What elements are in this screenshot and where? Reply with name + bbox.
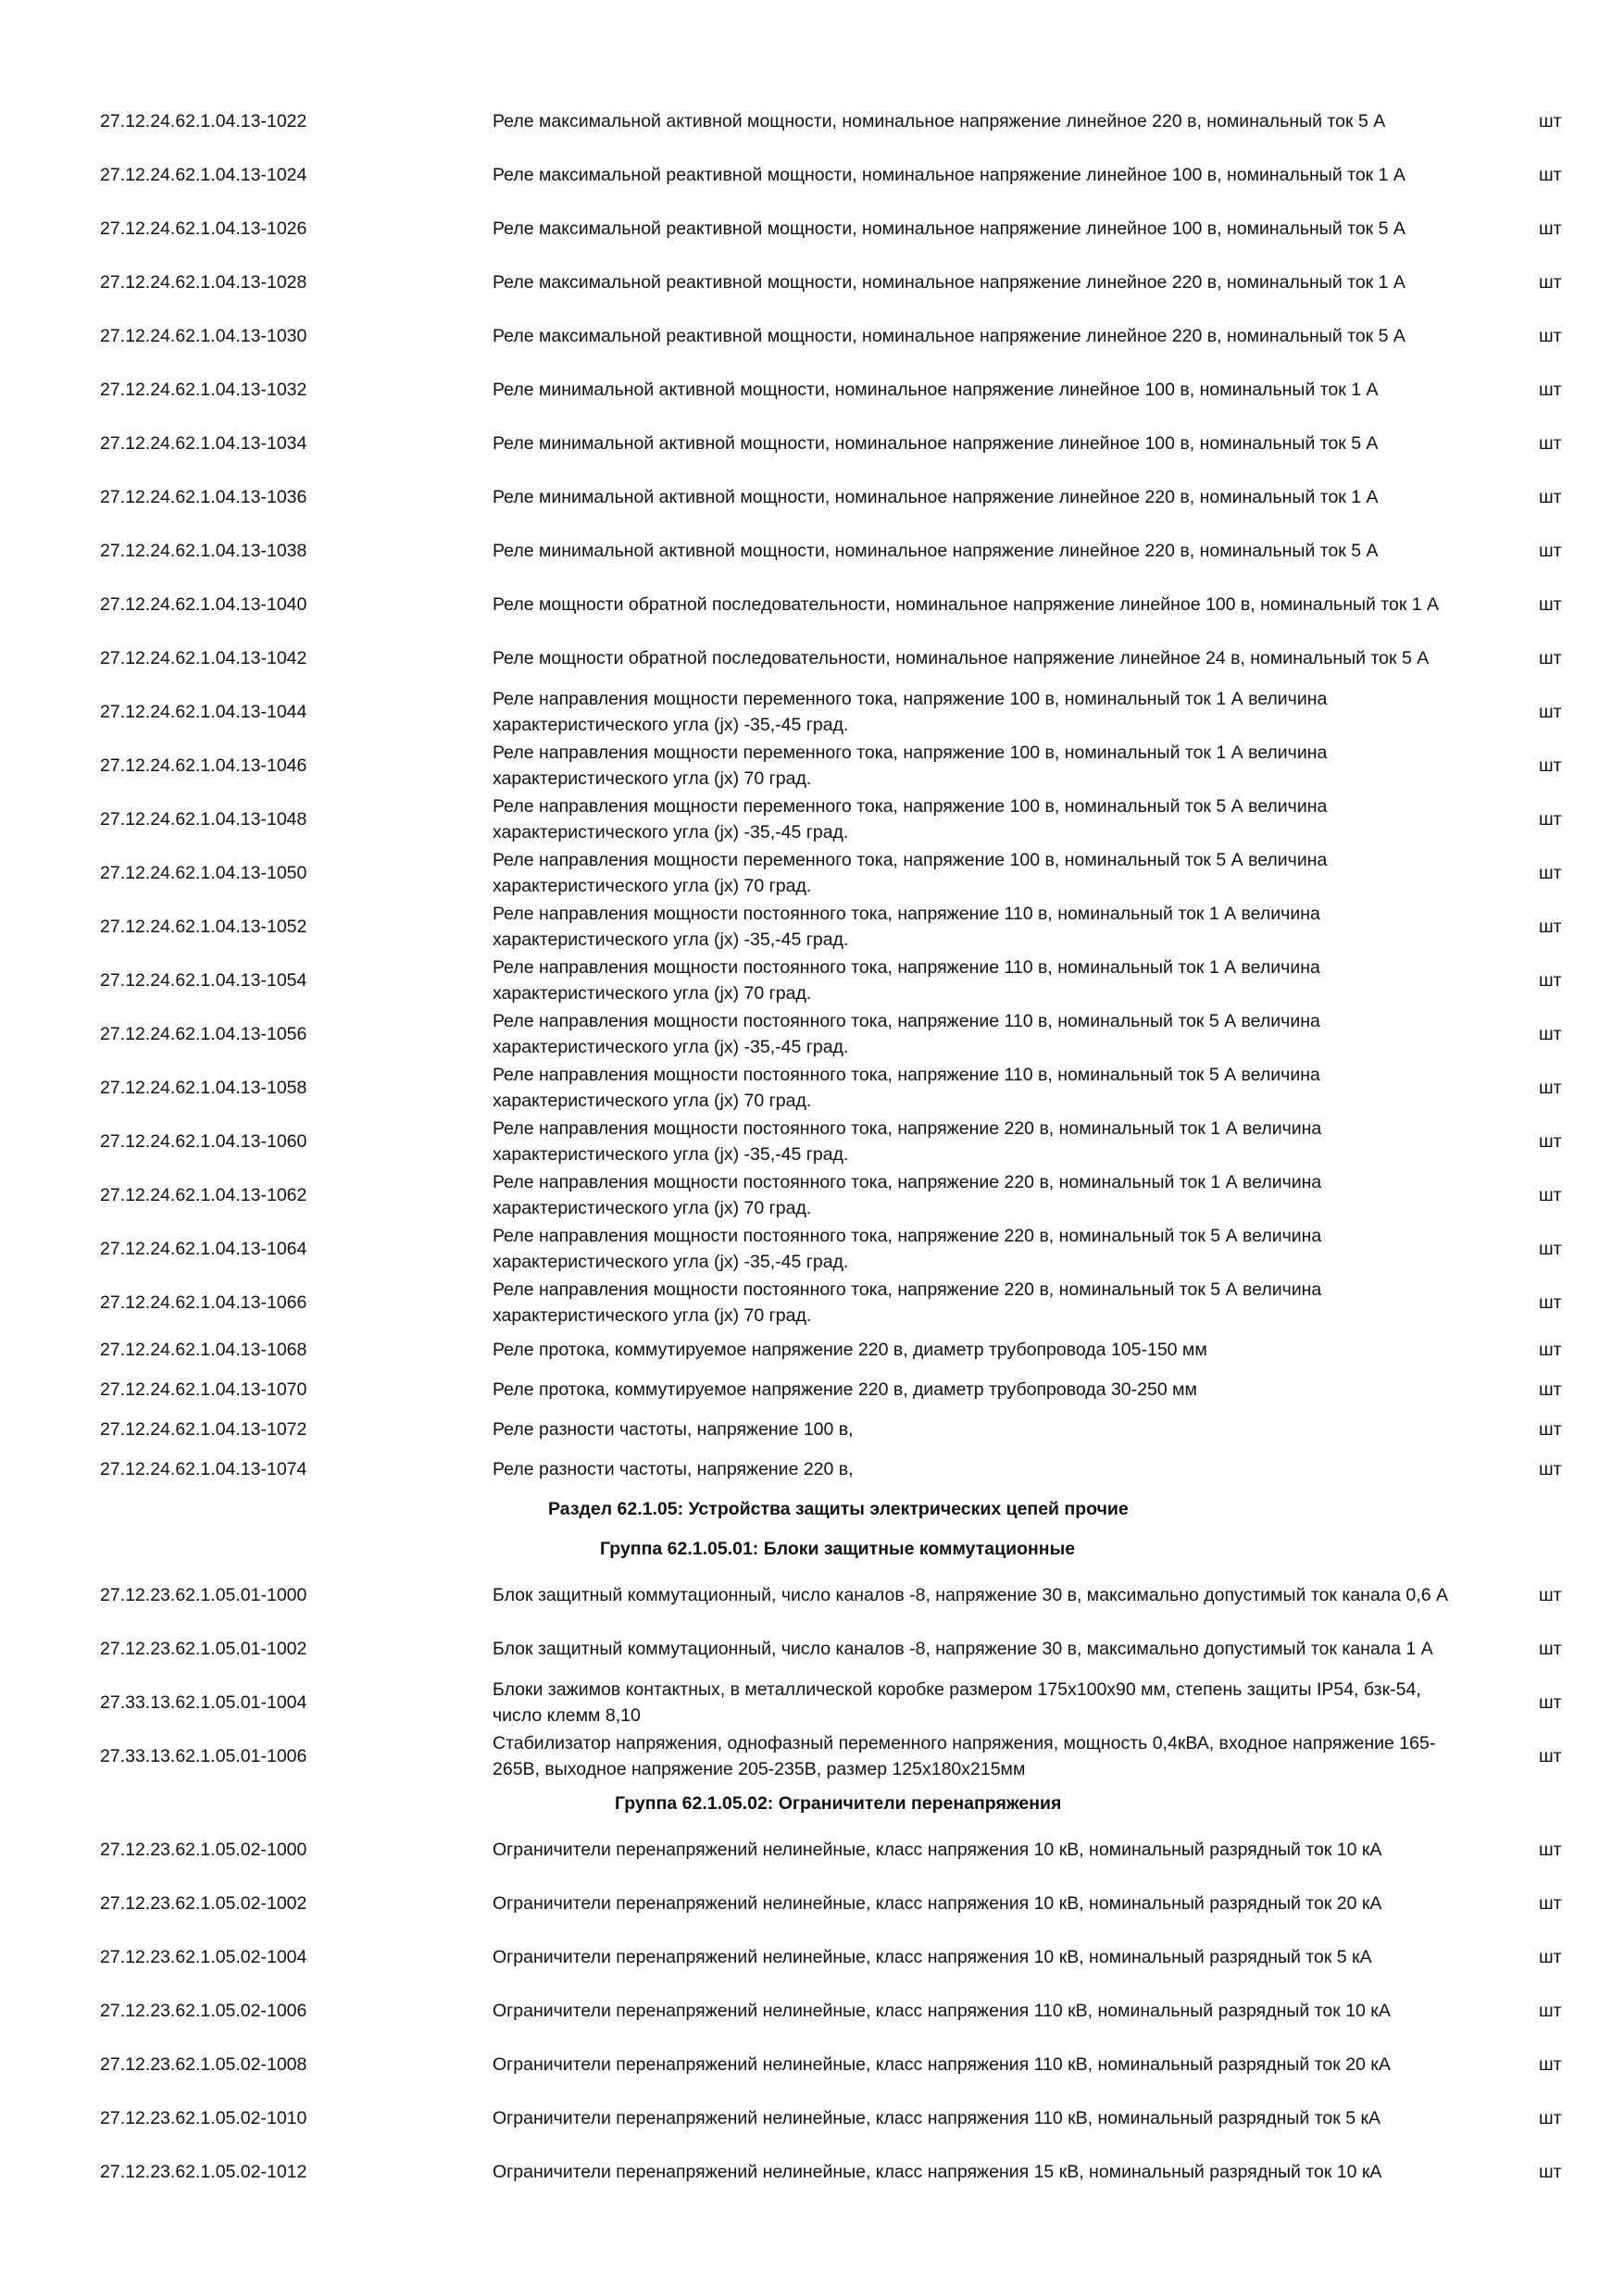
resource-code: 27.12.24.62.1.04.13-1068 — [100, 1339, 307, 1360]
unit-of-measure: шт — [1539, 1185, 1562, 1205]
table-row — [0, 2145, 1624, 2199]
unit-of-measure: шт — [1539, 1078, 1562, 1098]
table-row — [0, 1676, 1624, 1729]
unit-of-measure: шт — [1539, 1639, 1562, 1659]
table-row — [0, 2091, 1624, 2145]
table-row — [0, 1729, 1624, 1783]
table-row — [0, 256, 1624, 309]
unit-of-measure: шт — [1539, 1339, 1562, 1360]
table-row — [0, 1061, 1624, 1115]
unit-of-measure: шт — [1539, 1379, 1562, 1400]
resource-description: Ограничители перенапряжений нелинейные, класс напряжения 15 кВ, номинальный разрядный ток 10 кА — [493, 2162, 1382, 2182]
table-row — [0, 739, 1624, 792]
unit-of-measure: шт — [1539, 1458, 1562, 1479]
unit-of-measure: шт — [1539, 863, 1562, 883]
resource-description: Реле максимальной активной мощности, номинальное напряжение линейное 220 в, номинальный ток 5 А — [493, 111, 1386, 131]
unit-of-measure: шт — [1539, 2054, 1562, 2075]
unit-of-measure: шт — [1539, 1292, 1562, 1313]
table-row — [0, 1568, 1624, 1622]
unit-of-measure: шт — [1539, 380, 1562, 400]
resource-code: 27.33.13.62.1.05.01-1006 — [100, 1746, 307, 1766]
resource-description: Реле минимальной активной мощности, номинальное напряжение линейное 100 в, номинальный ток 5 А — [493, 433, 1379, 454]
unit-of-measure: шт — [1539, 2001, 1562, 2021]
resource-description: Стабилизатор напряжения, однофазный переменного напряжения, мощность 0,4кВА, входное напряжение 165-265В, выходное напряжение 205-235В, размер 125х180х215мм — [493, 1733, 1436, 1779]
unit-of-measure: шт — [1539, 433, 1562, 454]
unit-of-measure: шт — [1539, 1131, 1562, 1152]
resource-code: 27.12.24.62.1.04.13-1058 — [100, 1078, 307, 1098]
resource-code: 27.12.24.62.1.04.13-1054 — [100, 970, 307, 991]
table-row — [0, 1369, 1624, 1409]
unit-of-measure: шт — [1539, 809, 1562, 830]
resource-description: Реле максимальной реактивной мощности, номинальное напряжение линейное 220 в, номинальный ток 5 А — [493, 326, 1405, 346]
table-row — [0, 1276, 1624, 1329]
table-row — [0, 1222, 1624, 1276]
relay-rows-block — [0, 94, 1624, 1329]
resource-code: 27.12.24.62.1.04.13-1074 — [100, 1458, 307, 1479]
resource-code: 27.12.24.62.1.04.13-1042 — [100, 648, 307, 668]
table-row — [0, 846, 1624, 900]
table-row — [0, 1984, 1624, 2038]
table-row — [0, 1007, 1624, 1061]
resource-code: 27.12.23.62.1.05.01-1000 — [100, 1585, 307, 1605]
table-row — [0, 470, 1624, 524]
resource-description: Реле протока, коммутируемое напряжение 220 в, диаметр трубопровода 105-150 мм — [493, 1339, 1207, 1360]
resource-description: Блок защитный коммутационный, число каналов -8, напряжение 30 в, максимально допустимый ток канала 0,6 А — [493, 1585, 1448, 1605]
resource-description: Реле разности частоты, напряжение 220 в, — [493, 1458, 854, 1479]
unit-of-measure: шт — [1539, 326, 1562, 346]
resource-description: Реле максимальной реактивной мощности, номинальное напряжение линейное 220 в, номинальный ток 1 А — [493, 272, 1405, 293]
table-row — [0, 309, 1624, 363]
resource-code: 27.12.24.62.1.04.13-1072 — [100, 1418, 307, 1440]
table-row — [0, 578, 1624, 631]
table-row — [0, 94, 1624, 148]
resource-description: Реле мощности обратной последовательности, номинальное напряжение линейное 24 в, номинальный ток 5 А — [493, 648, 1430, 668]
group-rows-block — [0, 1568, 1624, 1783]
resource-description: Реле направления мощности постоянного тока, напряжение 220 в, номинальный ток 1 А величина характеристического угла (jx) -35,-45 град. — [493, 1118, 1322, 1165]
table-row — [0, 2038, 1624, 2091]
unit-of-measure: шт — [1539, 1840, 1562, 1860]
resource-code: 27.12.23.62.1.05.02-1002 — [100, 1893, 307, 1914]
resource-code: 27.12.23.62.1.05.02-1006 — [100, 2001, 307, 2021]
table-row — [0, 900, 1624, 954]
resource-description: Реле минимальной активной мощности, номинальное напряжение линейное 220 в, номинальный ток 1 А — [493, 487, 1379, 507]
resource-code: 27.12.24.62.1.04.13-1032 — [100, 380, 307, 400]
resource-code: 27.12.23.62.1.05.01-1002 — [100, 1639, 307, 1659]
resource-code: 27.12.24.62.1.04.13-1056 — [100, 1024, 307, 1044]
resource-description: Реле минимальной активной мощности, номинальное напряжение линейное 220 в, номинальный ток 5 А — [493, 541, 1379, 561]
table-row — [0, 685, 1624, 739]
table-row — [0, 792, 1624, 846]
resource-code: 27.12.24.62.1.04.13-1070 — [100, 1379, 307, 1400]
group-title: Группа 62.1.05.02: Ограничители перенапряжения — [615, 1792, 1062, 1814]
resource-code: 27.12.24.62.1.04.13-1044 — [100, 702, 307, 722]
unit-of-measure: шт — [1539, 2108, 1562, 2128]
resource-code: 27.12.24.62.1.04.13-1026 — [100, 218, 307, 239]
resource-description: Реле протока, коммутируемое напряжение 220 в, диаметр трубопровода 30-250 мм — [493, 1379, 1197, 1400]
unit-of-measure: шт — [1539, 2162, 1562, 2182]
relay-rows-block-short — [0, 1329, 1624, 1489]
resource-code: 27.12.23.62.1.05.02-1000 — [100, 1840, 307, 1860]
resource-description: Реле направления мощности постоянного тока, напряжение 110 в, номинальный ток 5 А величина характеристического угла (jx) 70 град. — [493, 1065, 1320, 1111]
price-table — [0, 94, 1624, 2199]
resource-description: Блоки зажимов контактных, в металлической коробке размером 175х100х90 мм, степень защиты IP54, бзк-54, число клемм 8,10 — [493, 1679, 1421, 1726]
section-heading — [0, 1489, 1624, 1529]
unit-of-measure: шт — [1539, 165, 1562, 185]
unit-of-measure: шт — [1539, 917, 1562, 937]
resource-code: 27.12.24.62.1.04.13-1050 — [100, 863, 307, 883]
unit-of-measure: шт — [1539, 970, 1562, 991]
unit-of-measure: шт — [1539, 1585, 1562, 1605]
resource-code: 27.33.13.62.1.05.01-1004 — [100, 1692, 307, 1713]
resource-code: 27.12.24.62.1.04.13-1034 — [100, 433, 307, 454]
table-row — [0, 1877, 1624, 1930]
resource-code: 27.12.24.62.1.04.13-1046 — [100, 755, 307, 776]
unit-of-measure: шт — [1539, 1746, 1562, 1766]
resource-code: 27.12.24.62.1.04.13-1038 — [100, 541, 307, 561]
group-rows-block — [0, 1823, 1624, 2199]
group-heading — [0, 1783, 1624, 1823]
unit-of-measure: шт — [1539, 1893, 1562, 1914]
resource-description: Реле направления мощности переменного тока, напряжение 100 в, номинальный ток 1 А величина характеристического угла (jx) 70 град. — [493, 742, 1328, 789]
table-row — [0, 202, 1624, 256]
resource-description: Блок защитный коммутационный, число каналов -8, напряжение 30 в, максимально допустимый ток канала 1 А — [493, 1639, 1433, 1659]
table-row — [0, 1823, 1624, 1877]
table-row — [0, 363, 1624, 417]
resource-description: Реле направления мощности переменного тока, напряжение 100 в, номинальный ток 1 А величина характеристического угла (jx) -35,-45 град. — [493, 689, 1328, 735]
table-row — [0, 1409, 1624, 1449]
resource-description: Реле направления мощности постоянного тока, напряжение 110 в, номинальный ток 1 А величина характеристического угла (jx) 70 град. — [493, 957, 1320, 1004]
resource-description: Реле разности частоты, напряжение 100 в, — [493, 1418, 854, 1440]
resource-code: 27.12.24.62.1.04.13-1064 — [100, 1239, 307, 1259]
unit-of-measure: шт — [1539, 755, 1562, 776]
resource-code: 27.12.24.62.1.04.13-1022 — [100, 111, 307, 131]
resource-description: Реле направления мощности постоянного тока, напряжение 220 в, номинальный ток 5 А величина характеристического угла (jx) 70 град. — [493, 1279, 1322, 1326]
resource-description: Реле минимальной активной мощности, номинальное напряжение линейное 100 в, номинальный ток 1 А — [493, 380, 1379, 400]
unit-of-measure: шт — [1539, 1024, 1562, 1044]
resource-description: Ограничители перенапряжений нелинейные, класс напряжения 110 кВ, номинальный разрядный ток 20 кА — [493, 2054, 1391, 2075]
resource-description: Ограничители перенапряжений нелинейные, класс напряжения 10 кВ, номинальный разрядный ток 10 кА — [493, 1840, 1382, 1860]
resource-description: Реле максимальной реактивной мощности, номинальное напряжение линейное 100 в, номинальный ток 5 А — [493, 218, 1405, 239]
table-row — [0, 417, 1624, 470]
resource-description: Ограничители перенапряжений нелинейные, класс напряжения 10 кВ, номинальный разрядный ток 5 кА — [493, 1947, 1372, 1967]
resource-code: 27.12.24.62.1.04.13-1036 — [100, 487, 307, 507]
resource-code: 27.12.24.62.1.04.13-1040 — [100, 594, 307, 615]
unit-of-measure: шт — [1539, 111, 1562, 131]
resource-code: 27.12.23.62.1.05.02-1004 — [100, 1947, 307, 1967]
unit-of-measure: шт — [1539, 218, 1562, 239]
table-row — [0, 148, 1624, 202]
resource-description: Реле направления мощности постоянного тока, напряжение 220 в, номинальный ток 1 А величина характеристического угла (jx) 70 град. — [493, 1172, 1322, 1218]
resource-code: 27.12.24.62.1.04.13-1048 — [100, 809, 307, 830]
resource-description: Реле направления мощности постоянного тока, напряжение 110 в, номинальный ток 1 А величина характеристического угла (jx) -35,-45 град. — [493, 904, 1320, 950]
section-title: Раздел 62.1.05: Устройства защиты электрических цепей прочие — [548, 1498, 1129, 1519]
group-title: Группа 62.1.05.01: Блоки защитные коммутационные — [600, 1538, 1076, 1559]
unit-of-measure: шт — [1539, 594, 1562, 615]
group-heading — [0, 1529, 1624, 1568]
resource-description: Ограничители перенапряжений нелинейные, класс напряжения 110 кВ, номинальный разрядный ток 5 кА — [493, 2108, 1380, 2128]
resource-description: Реле направления мощности постоянного тока, напряжение 220 в, номинальный ток 5 А величина характеристического угла (jx) -35,-45 град. — [493, 1226, 1322, 1272]
resource-code: 27.12.23.62.1.05.02-1012 — [100, 2162, 307, 2182]
resource-description: Реле направления мощности постоянного тока, напряжение 110 в, номинальный ток 5 А величина характеристического угла (jx) -35,-45 град. — [493, 1011, 1320, 1057]
unit-of-measure: шт — [1539, 1239, 1562, 1259]
resource-code: 27.12.24.62.1.04.13-1052 — [100, 917, 307, 937]
resource-code: 27.12.24.62.1.04.13-1024 — [100, 165, 307, 185]
resource-description: Ограничители перенапряжений нелинейные, класс напряжения 110 кВ, номинальный разрядный ток 10 кА — [493, 2001, 1391, 2021]
unit-of-measure: шт — [1539, 487, 1562, 507]
unit-of-measure: шт — [1539, 1418, 1562, 1440]
table-row — [0, 1622, 1624, 1676]
unit-of-measure: шт — [1539, 272, 1562, 293]
resource-description: Реле максимальной реактивной мощности, номинальное напряжение линейное 100 в, номинальный ток 1 А — [493, 165, 1405, 185]
table-row — [0, 1115, 1624, 1168]
resource-code: 27.12.24.62.1.04.13-1066 — [100, 1292, 307, 1313]
unit-of-measure: шт — [1539, 1692, 1562, 1713]
table-row — [0, 1930, 1624, 1984]
resource-code: 27.12.24.62.1.04.13-1030 — [100, 326, 307, 346]
table-row — [0, 524, 1624, 578]
resource-code: 27.12.23.62.1.05.02-1008 — [100, 2054, 307, 2075]
resource-description: Реле направления мощности переменного тока, напряжение 100 в, номинальный ток 5 А величина характеристического угла (jx) -35,-45 град. — [493, 796, 1328, 842]
resource-code: 27.12.24.62.1.04.13-1028 — [100, 272, 307, 293]
table-row — [0, 1449, 1624, 1489]
table-row — [0, 1329, 1624, 1369]
resource-description: Ограничители перенапряжений нелинейные, класс напряжения 10 кВ, номинальный разрядный ток 20 кА — [493, 1893, 1382, 1914]
unit-of-measure: шт — [1539, 541, 1562, 561]
resource-description: Реле мощности обратной последовательности, номинальное напряжение линейное 100 в, номинальный ток 1 А — [493, 594, 1440, 615]
resource-description: Реле направления мощности переменного тока, напряжение 100 в, номинальный ток 5 А величина характеристического угла (jx) 70 град. — [493, 850, 1328, 896]
unit-of-measure: шт — [1539, 702, 1562, 722]
resource-code: 27.12.24.62.1.04.13-1062 — [100, 1185, 307, 1205]
unit-of-measure: шт — [1539, 648, 1562, 668]
resource-code: 27.12.23.62.1.05.02-1010 — [100, 2108, 307, 2128]
unit-of-measure: шт — [1539, 1947, 1562, 1967]
table-row — [0, 631, 1624, 685]
table-row — [0, 1168, 1624, 1222]
table-row — [0, 954, 1624, 1007]
resource-code: 27.12.24.62.1.04.13-1060 — [100, 1131, 307, 1152]
